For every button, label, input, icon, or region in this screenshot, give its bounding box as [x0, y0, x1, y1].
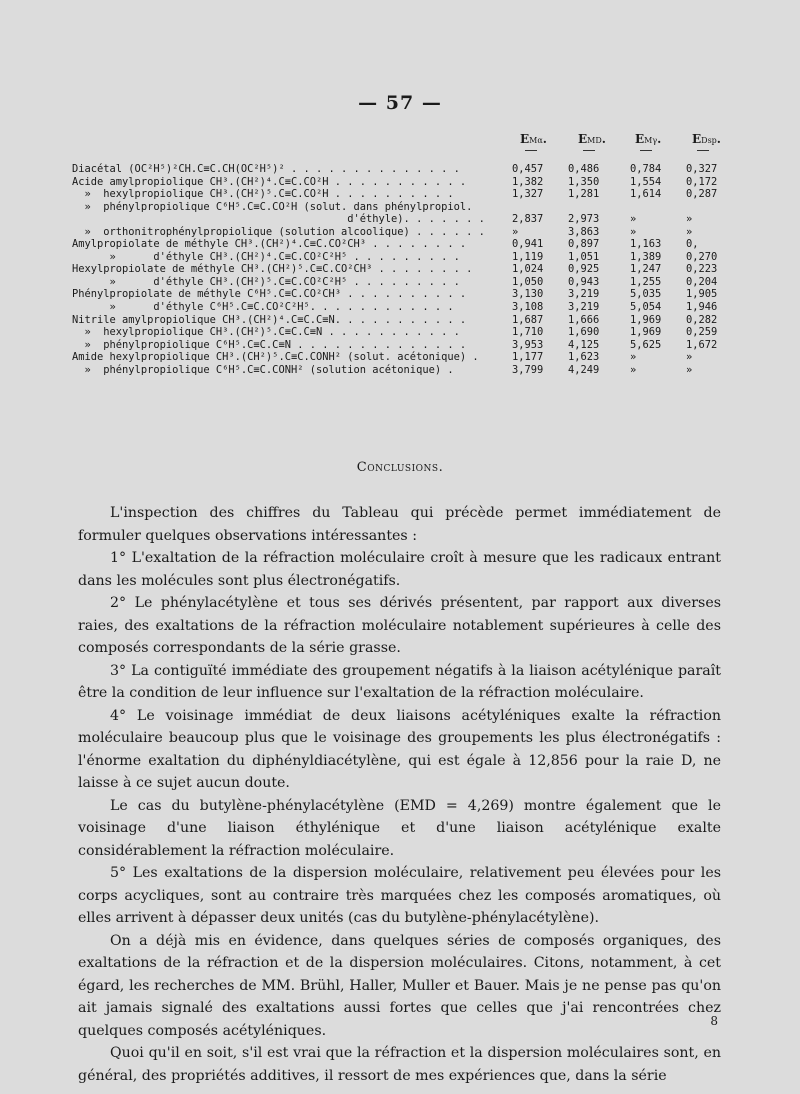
table-row — [72, 213, 742, 226]
value-cell: 0,784 — [630, 163, 662, 175]
data-table — [72, 163, 742, 376]
table-row — [72, 163, 742, 176]
value-cell: 1,905 — [686, 288, 718, 301]
value-cell: 1,350 — [568, 175, 600, 188]
value-cell: 1,614 — [630, 188, 662, 201]
compound-name: » phénylpropiolique C⁶H⁵.C≡C.CO²H (solut. dans phénylpropiol. — [72, 200, 473, 213]
value-cell: 1,281 — [568, 188, 600, 201]
body-text — [78, 502, 721, 1087]
value-cell: 1,119 — [512, 250, 544, 263]
column-header-e-alpha: EMα. — [520, 132, 547, 146]
compound-name: Hexylpropiolate de méthyle CH³.(CH²)⁵.C≡C.CO²CH³ . . . . . . . . — [72, 263, 473, 276]
compound-name: Amide hexylpropiolique CH³.(CH²)⁵.C≡C.CONH² (solut. acétonique) . — [72, 351, 479, 364]
compound-name: » hexylpropiolique CH³.(CH²)⁵.C≡C.CO²H . . . . . . . . . . — [72, 188, 454, 201]
compound-name: Acide amylpropiolique CH³.(CH²)⁴.C≡C.CO²H . . . . . . . . . . . — [72, 175, 467, 188]
value-cell: 0,259 — [686, 326, 718, 339]
compound-name: » d'éthyle CH³.(CH²)⁵.C≡C.CO²C²H⁵ . . . . . . . . . — [72, 275, 460, 288]
value-cell: 1,554 — [630, 175, 662, 188]
value-cell — [568, 201, 630, 214]
column-dash — [583, 150, 595, 151]
paragraph: 3° La contiguïté immédiate des groupement négatifs à la liaison acétylénique paraît être la condition de leur influence sur l'exaltation de la réfraction moléculaire. — [78, 662, 721, 701]
value-cell: 1,247 — [630, 263, 662, 276]
table-row — [72, 226, 742, 239]
value-cell: 0,287 — [686, 188, 718, 201]
value-cell: 1,327 — [512, 188, 544, 201]
compound-name: Nitrile amylpropiolique CH³.(CH²)⁴.C≡C.C≡N. . . . . . . . . . . — [72, 313, 467, 326]
value-cell: 1,389 — [630, 250, 662, 263]
paragraph: L'inspection des chiffres du Tableau qui précède permet immédiatement de formuler quelques observations intéressantes : — [78, 505, 721, 544]
value-cell: 3,219 — [568, 288, 600, 301]
value-cell: 3,219 — [568, 301, 600, 314]
value-cell: 1,687 — [512, 313, 544, 326]
paragraph: Le cas du butylène-phénylacétylène (EMD = 4,269) montre également que le voisinage d'une liaison éthylénique et d'une liaison acétylénique exalte considérablement la réfraction moléculaire. — [78, 797, 721, 859]
value-cell: 0,943 — [568, 275, 600, 288]
column-header-e-d: EMD. — [578, 132, 606, 146]
value-cell: 1,050 — [512, 275, 544, 288]
table-row — [72, 351, 742, 364]
value-cell: 0,327 — [686, 163, 718, 175]
paragraph: 5° Les exaltations de la dispersion moléculaire, relativement peu élevées pour les corps acycliques, sont au contraire très marquées chez les composés aromatiques, où elles arrivent à dépasser deux unités (cas du butylène-phénylacétylène). — [78, 865, 721, 926]
value-cell: » — [686, 351, 693, 364]
value-cell: 5,035 — [630, 288, 662, 301]
value-cell: 0,172 — [686, 175, 718, 188]
value-cell: 1,710 — [512, 326, 544, 339]
value-cell: 1,969 — [630, 313, 662, 326]
compound-name: d'éthyle). . . . . . . — [72, 213, 485, 226]
value-cell — [512, 201, 568, 214]
value-cell: 3,108 — [512, 301, 544, 314]
table-row — [72, 176, 742, 189]
value-cell: 3,799 — [512, 363, 544, 376]
value-cell: 0,486 — [568, 163, 600, 175]
column-dash — [697, 150, 709, 151]
table-row — [72, 364, 742, 377]
table-row — [72, 339, 742, 352]
value-cell: » — [686, 213, 693, 226]
table-row — [72, 276, 742, 289]
value-cell: 1,255 — [630, 275, 662, 288]
value-cell: 3,130 — [512, 288, 544, 301]
value-cell: » — [630, 363, 637, 376]
value-cell: 1,946 — [686, 301, 718, 314]
value-cell: 1,177 — [512, 351, 544, 364]
value-cell: » — [630, 225, 637, 238]
value-cell: 0,941 — [512, 238, 544, 251]
value-cell: 5,625 — [630, 338, 662, 351]
value-cell: 0,270 — [686, 250, 718, 263]
column-header-e-dsp: EDsp. — [692, 132, 721, 146]
value-cell: » — [630, 351, 637, 364]
table-row — [72, 301, 742, 314]
value-cell: 3,953 — [512, 338, 544, 351]
table-row — [72, 288, 742, 301]
value-cell: 1,024 — [512, 263, 544, 276]
column-dash — [640, 150, 652, 151]
compound-name: » hexylpropiolique CH³.(CH²)⁵.C≡C.C≡N . . . . . . . . . . . — [72, 326, 460, 339]
value-cell: 2,973 — [568, 213, 600, 226]
value-cell: 1,163 — [630, 238, 662, 251]
value-cell: » — [512, 225, 519, 238]
value-cell: 1,051 — [568, 250, 600, 263]
paragraph: 1° L'exaltation de la réfraction moléculaire croît à mesure que les radicaux entrant dans les molécules sont plus électronégatifs. — [78, 550, 721, 589]
value-cell: 5,054 — [630, 301, 662, 314]
value-cell: 0,457 — [512, 163, 544, 175]
value-cell: 1,623 — [568, 351, 600, 364]
value-cell: 1,690 — [568, 326, 600, 339]
value-cell: 4,249 — [568, 363, 600, 376]
table-row — [72, 263, 742, 276]
value-cell: 0,204 — [686, 275, 718, 288]
table-row — [72, 238, 742, 251]
value-cell: » — [686, 363, 693, 376]
value-cell: 1,666 — [568, 313, 600, 326]
compound-name: » phénylpropiolique C⁶H⁵.C≡C.CONH² (solution acétonique) . — [72, 363, 454, 376]
paragraph: 2° Le phénylacétylène et tous ses dérivés présentent, par rapport aux diverses raies, des exaltations de la réfraction moléculaire notablement supérieures à celle des composés correspondants de la série grasse. — [78, 595, 721, 656]
page-number: — 57 — — [358, 92, 442, 114]
signature-mark: 8 — [710, 1014, 718, 1028]
value-cell: 0,925 — [568, 263, 600, 276]
compound-name: » phénylpropiolique C⁶H⁵.C≡C.C≡N . . . . . . . . . . . . . . — [72, 338, 467, 351]
compound-name: Amylpropiolate de méthyle CH³.(CH²)⁴.C≡C.CO²CH³ . . . . . . . . — [72, 238, 467, 251]
compound-name: » d'éthyle CH³.(CH²)⁴.C≡C.CO²C²H⁵ . . . . . . . . . — [72, 250, 460, 263]
table-row — [72, 251, 742, 264]
paragraph: Quoi qu'il en soit, s'il est vrai que la réfraction et la dispersion moléculaires sont, en général, des propriétés additives, il ressort de mes expériences que, dans la série — [78, 1045, 721, 1084]
value-cell: 1,382 — [512, 175, 544, 188]
value-cell — [630, 201, 686, 214]
value-cell — [686, 201, 742, 214]
value-cell: 1,672 — [686, 338, 718, 351]
value-cell: » — [686, 225, 693, 238]
conclusions-title: Conclusions. — [356, 460, 444, 475]
table-row — [72, 201, 742, 214]
value-cell: 2,837 — [512, 213, 544, 226]
value-cell: 1,969 — [630, 326, 662, 339]
value-cell: 0,282 — [686, 313, 718, 326]
table-row — [72, 188, 742, 201]
column-dash — [525, 150, 537, 151]
compound-name: Phénylpropiolate de méthyle C⁶H⁵.C≡C.CO²CH³ . . . . . . . . . . — [72, 288, 467, 301]
compound-name: » d'éthyle C⁶H⁵.C≡C.CO²C²H⁵. . . . . . . . . . . . — [72, 301, 454, 314]
value-cell: 4,125 — [568, 338, 600, 351]
column-header-e-gamma: EMγ. — [635, 132, 662, 146]
value-cell: 0,897 — [568, 238, 600, 251]
table-row — [72, 326, 742, 339]
paragraph: On a déjà mis en évidence, dans quelques séries de composés organiques, des exaltations de la réfraction et de la dispersion moléculaires. Citons, notamment, à cet égard, les recherches de MM. Brühl, Haller, Muller et Bauer. Mais je ne pense pas qu'on ait jamais signalé des exaltations aussi fortes que celles que j'ai rencontrées chez quelques composés acétyléniques. — [78, 932, 721, 1039]
value-cell: 3,863 — [568, 225, 600, 238]
paragraph: 4° Le voisinage immédiat de deux liaisons acétyléniques exalte la réfraction moléculaire beaucoup plus que le voisinage des groupements les plus électronégatifs : l'énorme exaltation du diphényldiacétylène, qui est égale à 12,856 pour la raie D, ne laisse à ce sujet aucun doute. — [78, 707, 721, 791]
compound-name: Diacétal (OC²H⁵)²CH.C≡C.CH(OC²H⁵)² . . . . . . . . . . . . . . — [72, 163, 460, 175]
compound-name: » orthonitrophénylpropiolique (solution alcoolique) . . . . . . — [72, 225, 485, 238]
value-cell: 0, — [686, 238, 699, 251]
value-cell: » — [630, 213, 637, 226]
table-row — [72, 314, 742, 327]
value-cell: 0,223 — [686, 263, 718, 276]
